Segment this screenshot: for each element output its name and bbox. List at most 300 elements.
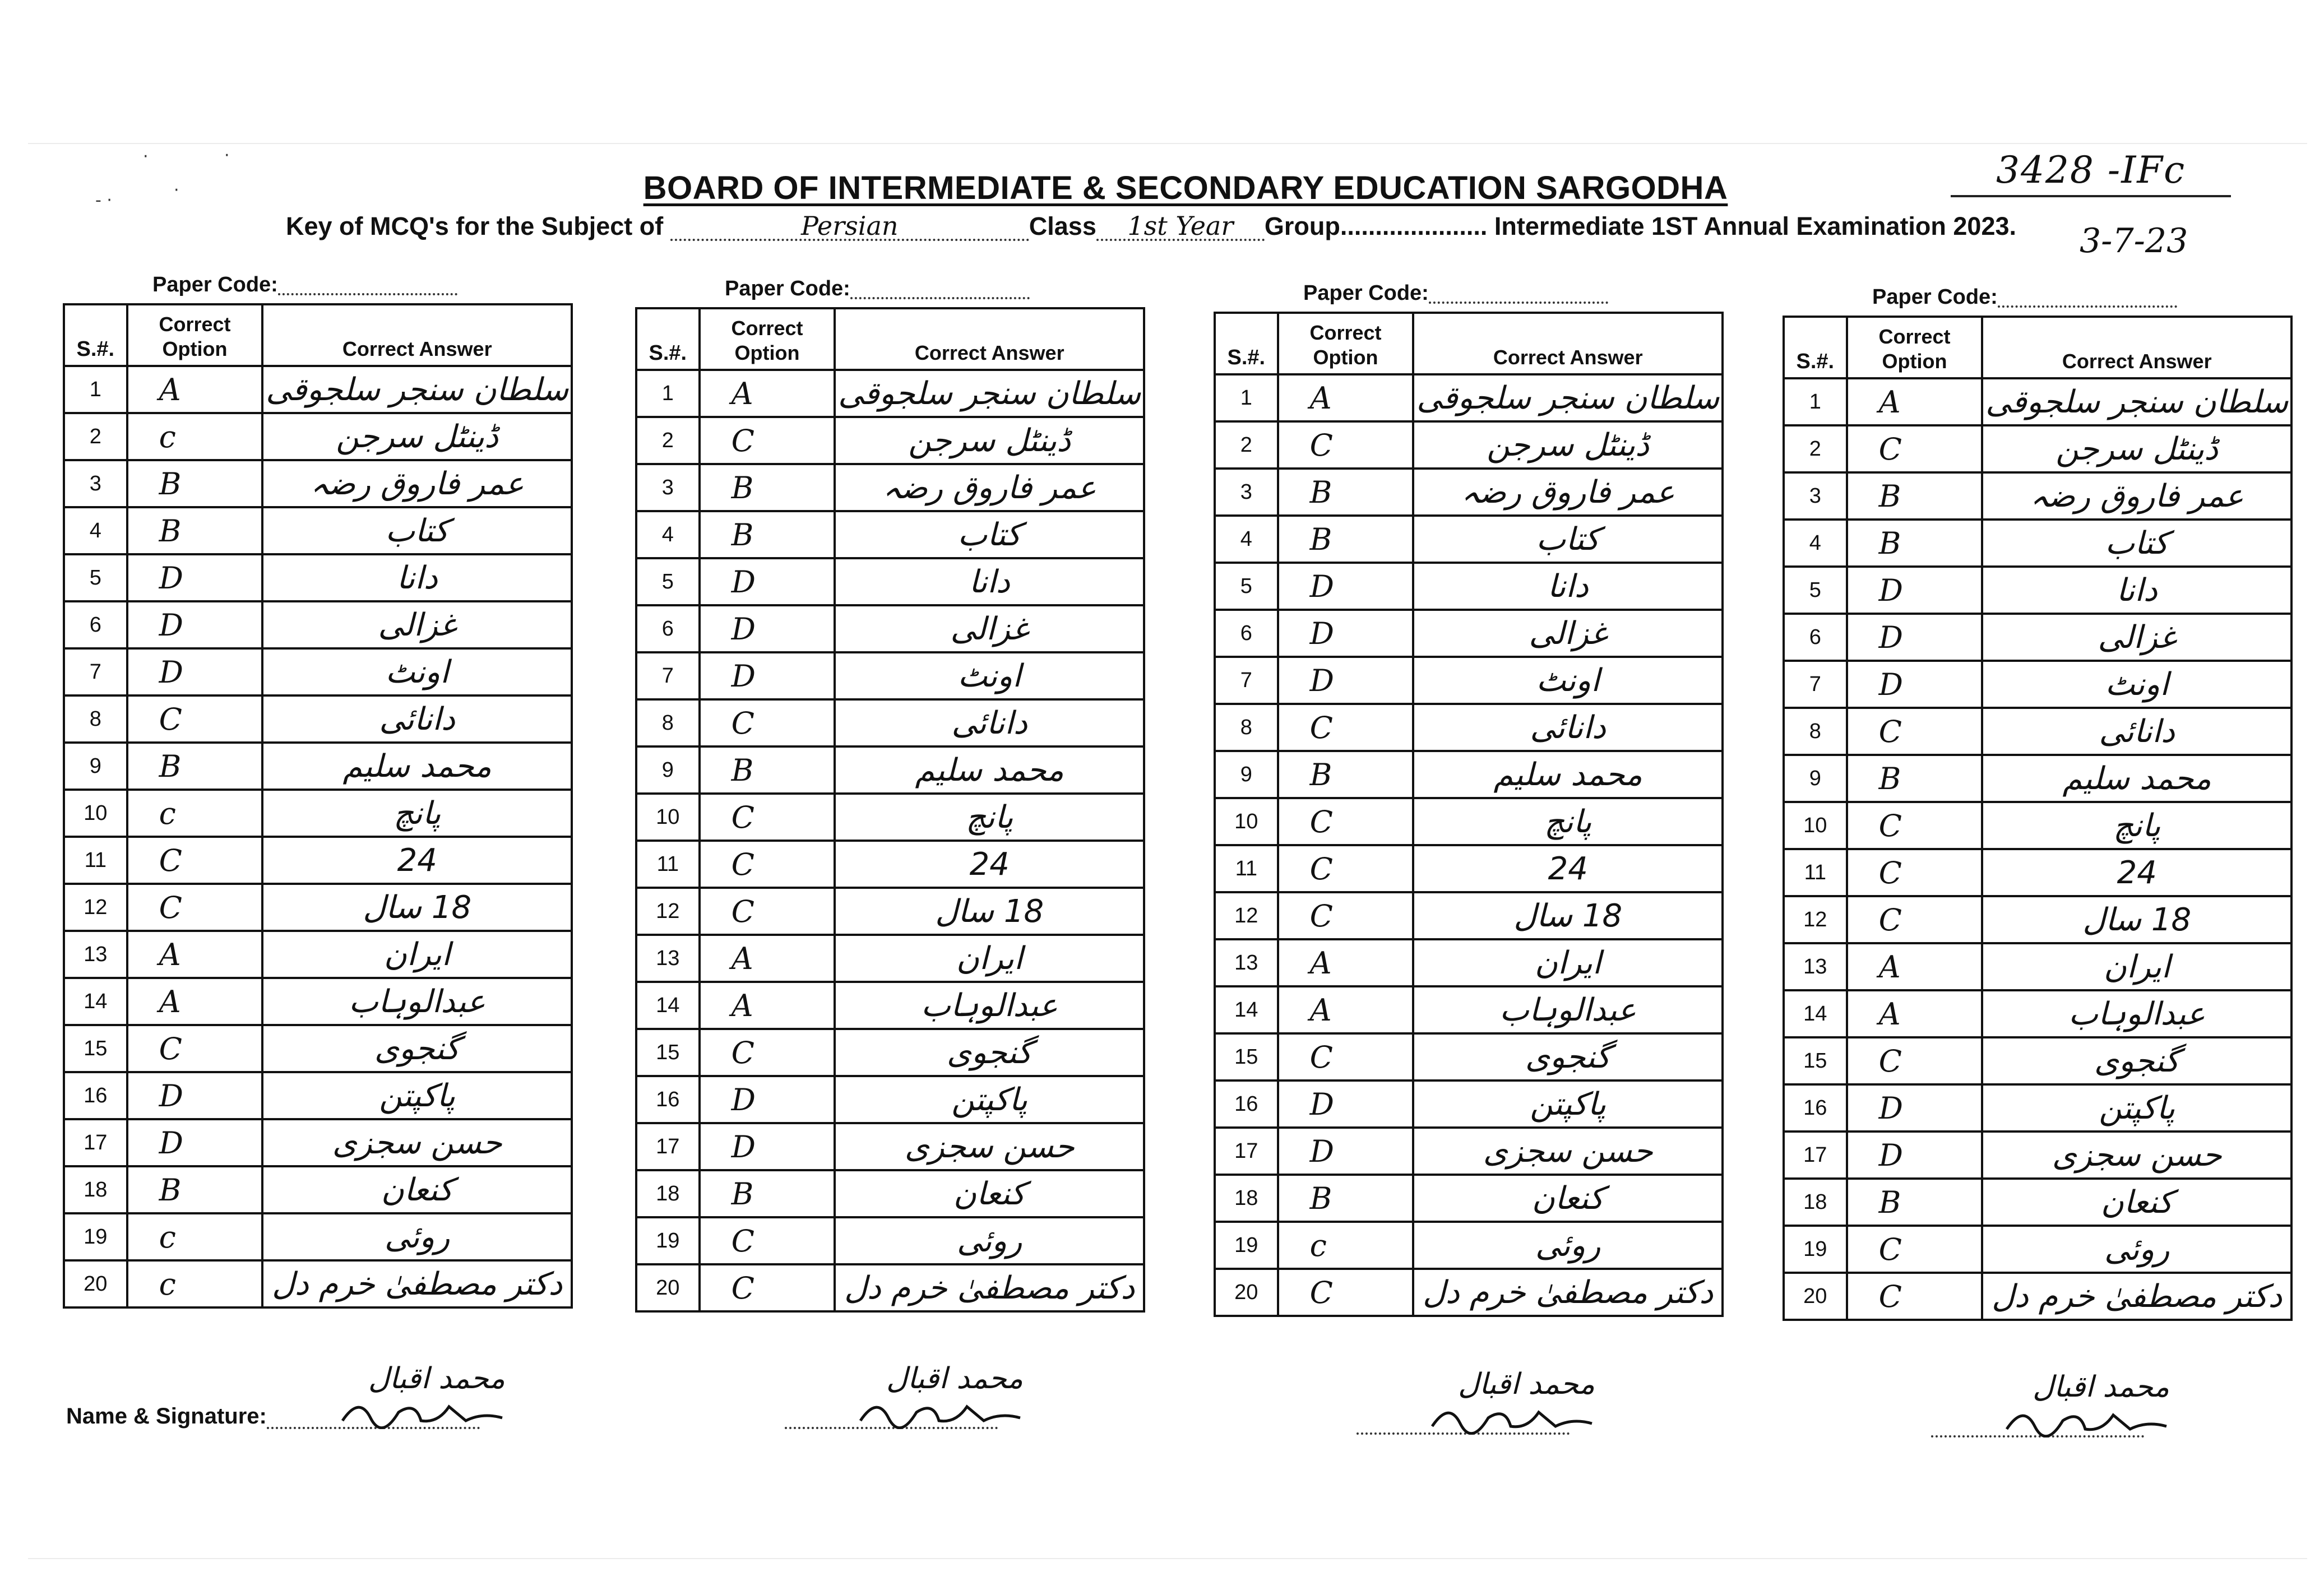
header-correct-option	[700, 308, 835, 370]
correct-answer: 24	[835, 841, 1144, 888]
correct-option: D	[127, 1119, 263, 1166]
serial-number: 4	[636, 511, 700, 558]
serial-number: 17	[64, 1119, 127, 1166]
correct-answer: دانائی	[835, 699, 1144, 746]
board-title: BOARD OF INTERMEDIATE & SECONDARY EDUCATION SARGODHA	[643, 170, 1728, 206]
table-row	[1784, 943, 2291, 990]
serial-number: 17	[1784, 1132, 1847, 1179]
header-correct-option-line1: Correct	[731, 317, 803, 340]
serial-number: 11	[1784, 849, 1847, 896]
table-row	[1215, 845, 1723, 892]
serial-number: 6	[636, 605, 700, 652]
correct-answer: محمد سلیم	[262, 743, 572, 790]
serial-number: 14	[636, 982, 700, 1029]
correct-answer: گنجوی	[1413, 1033, 1723, 1081]
serial-number: 2	[1215, 421, 1278, 469]
header-correct-option-line2: Option	[1882, 350, 1947, 373]
table-row	[636, 1217, 1144, 1264]
subject-prefix: Key of MCQ's for the Subject of	[286, 212, 664, 240]
paper-code-blank	[1429, 285, 1608, 304]
table-row	[1215, 1269, 1723, 1316]
serial-number: 18	[1215, 1175, 1278, 1222]
table-row	[1784, 1037, 2291, 1084]
serial-number: 14	[1215, 986, 1278, 1033]
table-row	[64, 884, 572, 931]
table-row	[1215, 1175, 1723, 1222]
correct-option: B	[1847, 755, 1983, 802]
table-row	[1215, 516, 1723, 563]
table-header-row	[636, 308, 1144, 370]
group-label: Group.....................	[1264, 212, 1488, 240]
serial-number: 14	[64, 978, 127, 1025]
serial-number: 18	[1784, 1179, 1847, 1226]
paper-code-label: Paper Code:	[1872, 285, 1998, 309]
correct-option: A	[1847, 990, 1983, 1037]
table-row	[64, 931, 572, 978]
serial-number: 16	[1784, 1084, 1847, 1132]
correct-option: B	[127, 743, 263, 790]
correct-option: D	[700, 652, 835, 699]
correct-answer: عبدالوہاب	[1982, 990, 2291, 1037]
table-row	[1215, 610, 1723, 657]
correct-option: C	[1847, 708, 1983, 755]
subject-value: Persian	[670, 213, 1029, 241]
header-correct-option-line2: Option	[162, 337, 228, 360]
serial-number: 8	[636, 699, 700, 746]
correct-option: C	[1847, 849, 1983, 896]
correct-option: D	[1847, 661, 1983, 708]
serial-number: 2	[1784, 425, 1847, 472]
serial-number: 20	[1215, 1269, 1278, 1316]
correct-answer: عمر فاروق رضہ	[1413, 469, 1723, 516]
table-row	[64, 1213, 572, 1260]
correct-option: B	[1278, 516, 1414, 563]
table-row	[64, 978, 572, 1025]
correct-option: B	[127, 507, 263, 554]
table-row	[1215, 421, 1723, 469]
correct-option: C	[700, 699, 835, 746]
scan-edge-bottom	[28, 1558, 2307, 1559]
table-row	[1784, 567, 2291, 614]
serial-number: 2	[636, 417, 700, 464]
key-info-line	[286, 212, 2016, 241]
correct-option: c	[127, 413, 263, 460]
table-row	[1784, 1273, 2291, 1320]
table-row	[1215, 563, 1723, 610]
correct-option: B	[700, 746, 835, 794]
serial-number: 15	[64, 1025, 127, 1072]
answer-key-table	[1214, 312, 1724, 1317]
serial-number: 11	[1215, 845, 1278, 892]
header-serial: S.#.	[64, 304, 127, 366]
serial-number: 11	[64, 837, 127, 884]
table-row	[636, 746, 1144, 794]
serial-number: 8	[64, 695, 127, 743]
table-row	[1215, 469, 1723, 516]
signature-scribble	[1427, 1395, 1595, 1435]
serial-number: 5	[64, 554, 127, 601]
correct-answer: 18 سال	[1982, 896, 2291, 943]
table-row	[1784, 378, 2291, 425]
correct-option: B	[700, 464, 835, 511]
signature-block	[66, 1362, 505, 1429]
table-row	[636, 417, 1144, 464]
signature-label: Name & Signature:	[66, 1404, 267, 1429]
serial-number: 7	[1784, 661, 1847, 708]
signature-block	[1357, 1367, 1595, 1435]
correct-answer: اونٹ	[835, 652, 1144, 699]
table-row	[636, 699, 1144, 746]
table-row	[64, 790, 572, 837]
correct-option: C	[1847, 1273, 1983, 1320]
correct-answer: 18 سال	[262, 884, 572, 931]
correct-answer: محمد سلیم	[835, 746, 1144, 794]
correct-answer: سلطان سنجر سلجوقی	[262, 366, 572, 413]
table-row	[1215, 704, 1723, 751]
signature-scribble	[337, 1390, 505, 1429]
serial-number: 5	[1215, 563, 1278, 610]
correct-answer: حسن سجزی	[262, 1119, 572, 1166]
table-row	[64, 507, 572, 554]
correct-option: A	[127, 366, 263, 413]
correct-answer: عبدالوہاب	[1413, 986, 1723, 1033]
serial-number: 6	[1215, 610, 1278, 657]
correct-option: c	[127, 1213, 263, 1260]
serial-number: 19	[1215, 1222, 1278, 1269]
correct-answer: 24	[1413, 845, 1723, 892]
paper-code	[1214, 280, 1724, 306]
correct-option: D	[1847, 567, 1983, 614]
correct-option: A	[1278, 986, 1414, 1033]
signature-block	[785, 1362, 1023, 1429]
correct-option: C	[700, 1264, 835, 1311]
correct-answer: کنعان	[262, 1166, 572, 1213]
correct-option: B	[1278, 751, 1414, 798]
signature-block	[1931, 1370, 2169, 1437]
correct-answer: ڈینٹل سرجن	[262, 413, 572, 460]
table-row	[1784, 849, 2291, 896]
serial-number: 16	[64, 1072, 127, 1119]
table-row	[1784, 708, 2291, 755]
correct-answer: اونٹ	[262, 648, 572, 695]
serial-number: 1	[636, 370, 700, 417]
scan-speck: ‑ ·	[95, 191, 112, 210]
serial-number: 7	[64, 648, 127, 695]
correct-option: D	[1278, 1128, 1414, 1175]
correct-option: C	[700, 417, 835, 464]
correct-answer: پانچ	[1413, 798, 1723, 845]
correct-answer: اونٹ	[1413, 657, 1723, 704]
paper-code-blank	[850, 280, 1030, 299]
correct-answer: حسن سجزی	[1413, 1128, 1723, 1175]
correct-answer: روئی	[262, 1213, 572, 1260]
correct-answer: 24	[1982, 849, 2291, 896]
correct-answer: کتاب	[1413, 516, 1723, 563]
serial-number: 1	[64, 366, 127, 413]
table-row	[1784, 1226, 2291, 1273]
correct-option: C	[700, 794, 835, 841]
table-row	[1784, 472, 2291, 520]
serial-number: 4	[1215, 516, 1278, 563]
scan-speck: ·	[224, 146, 230, 165]
correct-option: A	[127, 978, 263, 1025]
correct-answer: 18 سال	[835, 888, 1144, 935]
serial-number: 1	[1215, 374, 1278, 421]
serial-number: 13	[1215, 939, 1278, 986]
answer-key-column	[1783, 284, 2293, 1321]
correct-answer: ایران	[1982, 943, 2291, 990]
correct-option: B	[1847, 472, 1983, 520]
correct-option: B	[1847, 520, 1983, 567]
table-row	[64, 601, 572, 648]
serial-number: 18	[636, 1170, 700, 1217]
correct-answer: روئی	[835, 1217, 1144, 1264]
serial-number: 3	[636, 464, 700, 511]
table-row	[1784, 802, 2291, 849]
table-row	[64, 366, 572, 413]
correct-answer: کتاب	[262, 507, 572, 554]
table-row	[1215, 1128, 1723, 1175]
serial-number: 7	[636, 652, 700, 699]
table-row	[64, 837, 572, 884]
table-row	[64, 1072, 572, 1119]
paper-code-label: Paper Code:	[1303, 281, 1429, 305]
correct-option: B	[127, 460, 263, 507]
answer-key-table	[1783, 316, 2293, 1321]
answer-key-column	[1214, 280, 1724, 1317]
serial-number: 3	[1784, 472, 1847, 520]
paper-code-blank	[278, 276, 457, 295]
correct-answer: عبدالوہاب	[835, 982, 1144, 1029]
table-row	[636, 888, 1144, 935]
paper-code-label: Paper Code:	[152, 273, 278, 296]
header-correct-option-line1: Correct	[159, 313, 231, 336]
table-row	[1215, 751, 1723, 798]
table-row	[1215, 798, 1723, 845]
correct-answer: گنجوی	[262, 1025, 572, 1072]
serial-number: 7	[1215, 657, 1278, 704]
table-row	[1215, 657, 1723, 704]
correct-answer: سلطان سنجر سلجوقی	[835, 370, 1144, 417]
table-row	[64, 1119, 572, 1166]
correct-option: A	[1278, 939, 1414, 986]
serial-number: 8	[1784, 708, 1847, 755]
table-row	[1215, 1033, 1723, 1081]
correct-option: C	[700, 1029, 835, 1076]
correct-option: C	[1847, 802, 1983, 849]
signer-name: محمد اقبال	[886, 1362, 1024, 1395]
correct-answer: گنجوی	[1982, 1037, 2291, 1084]
correct-option: D	[127, 1072, 263, 1119]
correct-answer: غزالی	[835, 605, 1144, 652]
correct-option: C	[127, 837, 263, 884]
serial-number: 8	[1215, 704, 1278, 751]
serial-number: 16	[636, 1076, 700, 1123]
table-row	[1784, 755, 2291, 802]
correct-option: C	[127, 1025, 263, 1072]
serial-number: 10	[1784, 802, 1847, 849]
correct-answer: پاکپتن	[1982, 1084, 2291, 1132]
correct-option: B	[700, 1170, 835, 1217]
correct-option: D	[1278, 563, 1414, 610]
correct-answer: محمد سلیم	[1413, 751, 1723, 798]
serial-number: 9	[1215, 751, 1278, 798]
table-row	[64, 648, 572, 695]
serial-number: 13	[64, 931, 127, 978]
correct-answer: روئی	[1413, 1222, 1723, 1269]
correct-option: C	[1847, 425, 1983, 472]
header-correct-option-line2: Option	[1313, 346, 1378, 369]
serial-number: 20	[636, 1264, 700, 1311]
serial-number: 9	[1784, 755, 1847, 802]
paper-code-blank	[1998, 289, 2177, 308]
correct-answer: ایران	[835, 935, 1144, 982]
header-correct-option	[1278, 313, 1414, 374]
correct-answer: دانائی	[262, 695, 572, 743]
serial-number: 16	[1215, 1081, 1278, 1128]
correct-option: A	[700, 982, 835, 1029]
serial-number: 10	[64, 790, 127, 837]
serial-number: 13	[1784, 943, 1847, 990]
correct-answer: کتاب	[835, 511, 1144, 558]
header-correct-option-line2: Option	[734, 341, 800, 364]
table-row	[636, 605, 1144, 652]
table-row	[1784, 520, 2291, 567]
correct-answer: پاکپتن	[262, 1072, 572, 1119]
correct-option: C	[1278, 892, 1414, 939]
serial-number: 4	[64, 507, 127, 554]
correct-option: D	[127, 601, 263, 648]
serial-number: 17	[636, 1123, 700, 1170]
table-row	[636, 1170, 1144, 1217]
correct-option: D	[700, 1076, 835, 1123]
correct-option: C	[1278, 845, 1414, 892]
correct-answer: عمر فاروق رضہ	[1982, 472, 2291, 520]
signature-scribble	[855, 1390, 1023, 1429]
serial-number: 6	[1784, 614, 1847, 661]
serial-number: 19	[64, 1213, 127, 1260]
correct-answer: غزالی	[1982, 614, 2291, 661]
table-row	[1784, 896, 2291, 943]
correct-option: D	[700, 1123, 835, 1170]
header-serial: S.#.	[1784, 317, 1847, 378]
reference-number: 3428 -IFc	[1951, 149, 2231, 197]
correct-option: C	[1847, 896, 1983, 943]
answer-key-column	[63, 272, 573, 1309]
answer-key-column	[635, 276, 1145, 1313]
serial-number: 1	[1784, 378, 1847, 425]
correct-option: c	[127, 790, 263, 837]
table-row	[636, 1029, 1144, 1076]
correct-option: C	[1278, 421, 1414, 469]
correct-option: C	[700, 1217, 835, 1264]
header-correct-answer: Correct Answer	[835, 308, 1144, 370]
paper-code	[1783, 284, 2293, 310]
serial-number: 3	[64, 460, 127, 507]
table-row	[1784, 614, 2291, 661]
serial-number: 9	[636, 746, 700, 794]
serial-number: 4	[1784, 520, 1847, 567]
class-label: Class	[1029, 212, 1096, 240]
table-row	[64, 1166, 572, 1213]
correct-answer: ڈینٹل سرجن	[1982, 425, 2291, 472]
serial-number: 20	[1784, 1273, 1847, 1320]
table-row	[1215, 892, 1723, 939]
table-row	[1215, 986, 1723, 1033]
table-row	[64, 554, 572, 601]
correct-answer: سلطان سنجر سلجوقی	[1413, 374, 1723, 421]
header-correct-option	[127, 304, 263, 366]
correct-answer: پاکپتن	[1413, 1081, 1723, 1128]
correct-answer: غزالی	[1413, 610, 1723, 657]
correct-option: D	[1847, 1132, 1983, 1179]
serial-number: 19	[1784, 1226, 1847, 1273]
correct-answer: دانا	[835, 558, 1144, 605]
correct-answer: 24	[262, 837, 572, 884]
serial-number: 20	[64, 1260, 127, 1307]
correct-option: B	[127, 1166, 263, 1213]
correct-option: A	[700, 370, 835, 417]
table-row	[64, 1260, 572, 1307]
correct-option: D	[1278, 1081, 1414, 1128]
correct-option: C	[1847, 1037, 1983, 1084]
correct-option: C	[1278, 798, 1414, 845]
correct-answer: کنعان	[1982, 1179, 2291, 1226]
correct-answer: پانچ	[835, 794, 1144, 841]
scan-edge-top	[28, 143, 2307, 144]
correct-answer: ڈینٹل سرجن	[835, 417, 1144, 464]
serial-number: 17	[1215, 1128, 1278, 1175]
table-row	[636, 652, 1144, 699]
signer-name: محمد اقبال	[1458, 1367, 1595, 1401]
table-row	[636, 370, 1144, 417]
table-row	[64, 460, 572, 507]
table-header-row	[64, 304, 572, 366]
correct-answer: محمد سلیم	[1982, 755, 2291, 802]
answer-key-table	[635, 307, 1145, 1313]
correct-option: B	[1278, 1175, 1414, 1222]
table-row	[1784, 425, 2291, 472]
paper-code	[63, 272, 573, 298]
signer-name: محمد اقبال	[368, 1362, 505, 1395]
correct-option: A	[127, 931, 263, 978]
correct-answer: دانا	[262, 554, 572, 601]
table-header-row	[1215, 313, 1723, 374]
correct-answer: عمر فاروق رضہ	[262, 460, 572, 507]
header-correct-answer: Correct Answer	[1413, 313, 1723, 374]
table-row	[636, 935, 1144, 982]
correct-answer: اونٹ	[1982, 661, 2291, 708]
serial-number: 12	[1215, 892, 1278, 939]
serial-number: 15	[1215, 1033, 1278, 1081]
serial-number: 10	[1215, 798, 1278, 845]
correct-answer: ڈینٹل سرجن	[1413, 421, 1723, 469]
correct-option: B	[1278, 469, 1414, 516]
table-row	[636, 982, 1144, 1029]
header-serial: S.#.	[1215, 313, 1278, 374]
correct-option: A	[1847, 378, 1983, 425]
correct-answer: ایران	[262, 931, 572, 978]
correct-answer: حسن سجزی	[835, 1123, 1144, 1170]
table-row	[636, 1264, 1144, 1311]
correct-option: D	[127, 648, 263, 695]
scan-speck: ·	[143, 147, 149, 166]
header-correct-answer: Correct Answer	[262, 304, 572, 366]
correct-answer: دانا	[1413, 563, 1723, 610]
table-row	[1784, 990, 2291, 1037]
table-row	[1784, 1132, 2291, 1179]
table-row	[636, 1123, 1144, 1170]
